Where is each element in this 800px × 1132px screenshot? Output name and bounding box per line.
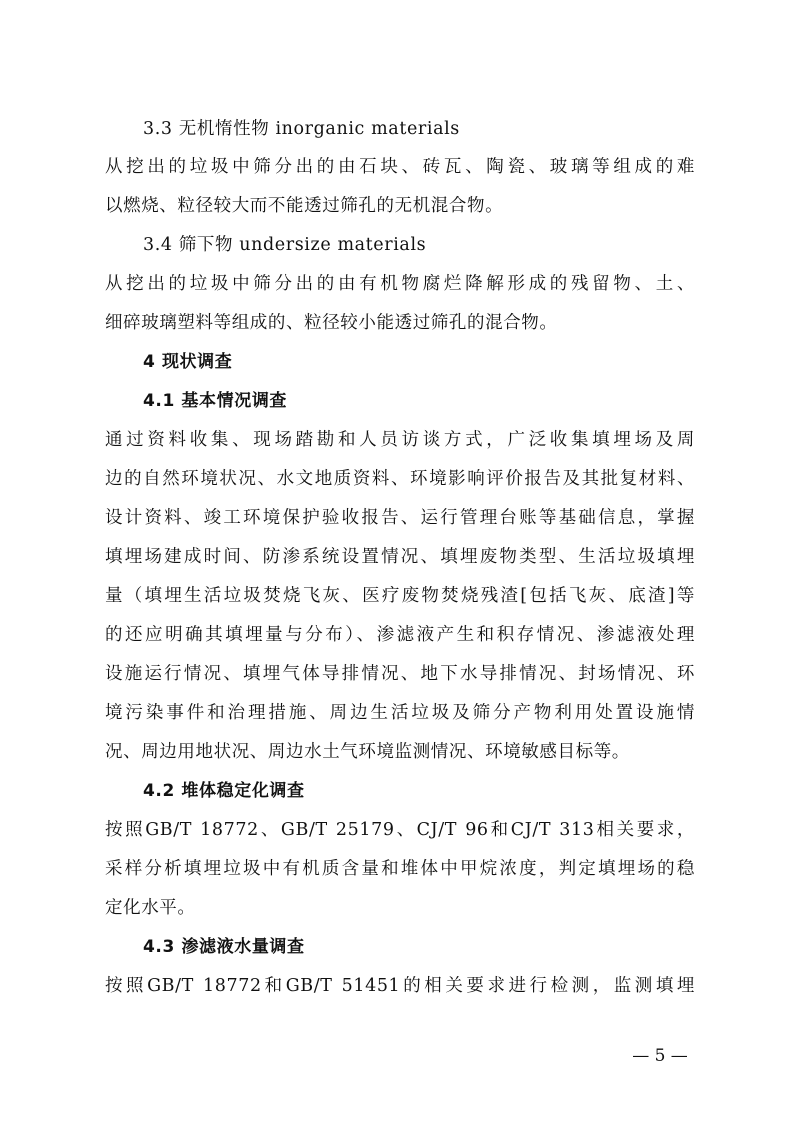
heading-4-1: 4.1 基本情况调查: [143, 391, 288, 411]
paragraph-line: 按照GB/T 18772、GB/T 25179、CJ/T 96和CJ/T 313相关要求，: [105, 820, 695, 840]
paragraph-line: 采样分析填埋垃圾中有机质含量和堆体中甲烷浓度，判定填埋场的稳: [105, 859, 695, 879]
paragraph-line: 设计资料、竣工环境保护验收报告、运行管理台账等基础信息，掌握: [105, 508, 695, 528]
paragraph-line: 以燃烧、粒径较大而不能透过筛孔的无机混合物。: [105, 196, 504, 216]
paragraph-line: 填埋场建成时间、防渗系统设置情况、填埋废物类型、生活垃圾填埋: [105, 547, 695, 567]
paragraph-line: 细碎玻璃塑料等组成的、粒径较小能透过筛孔的混合物。: [105, 313, 558, 333]
paragraph-line: 按照GB/T 18772和GB/T 51451的相关要求进行检测，监测填埋: [105, 976, 695, 996]
paragraph-line: 通过资料收集、现场踏勘和人员访谈方式，广泛收集填埋场及周: [105, 430, 695, 450]
paragraph-line: 的还应明确其填埋量与分布）、渗滤液产生和积存情况、渗滤液处理: [105, 625, 695, 645]
paragraph-line: 境污染事件和治理措施、周边生活垃圾及筛分产物利用处置设施情: [105, 703, 695, 723]
heading-4: 4 现状调查: [143, 352, 233, 372]
paragraph-line: 从挖出的垃圾中筛分出的由石块、砖瓦、陶瓷、玻璃等组成的难: [105, 157, 695, 177]
heading-3-4: 3.4 筛下物 undersize materials: [143, 235, 427, 255]
heading-3-3: 3.3 无机惰性物 inorganic materials: [143, 119, 460, 139]
paragraph-line: 定化水平。: [105, 898, 196, 918]
heading-4-3: 4.3 渗滤液水量调查: [143, 937, 305, 957]
paragraph-line: 况、周边用地状况、周边水土气环境监测情况、环境敏感目标等。: [105, 742, 630, 762]
page-number: — 5 —: [632, 1046, 688, 1066]
paragraph-line: 边的自然环境状况、水文地质资料、环境影响评价报告及其批复材料、: [105, 469, 695, 489]
heading-4-2: 4.2 堆体稳定化调查: [143, 781, 305, 801]
paragraph-line: 从挖出的垃圾中筛分出的由有机物腐烂降解形成的残留物、土、: [105, 274, 695, 294]
paragraph-line: 量（填埋生活垃圾焚烧飞灰、医疗废物焚烧残渣[包括飞灰、底渣]等: [105, 586, 695, 606]
paragraph-line: 设施运行情况、填埋气体导排情况、地下水导排情况、封场情况、环: [105, 664, 695, 684]
